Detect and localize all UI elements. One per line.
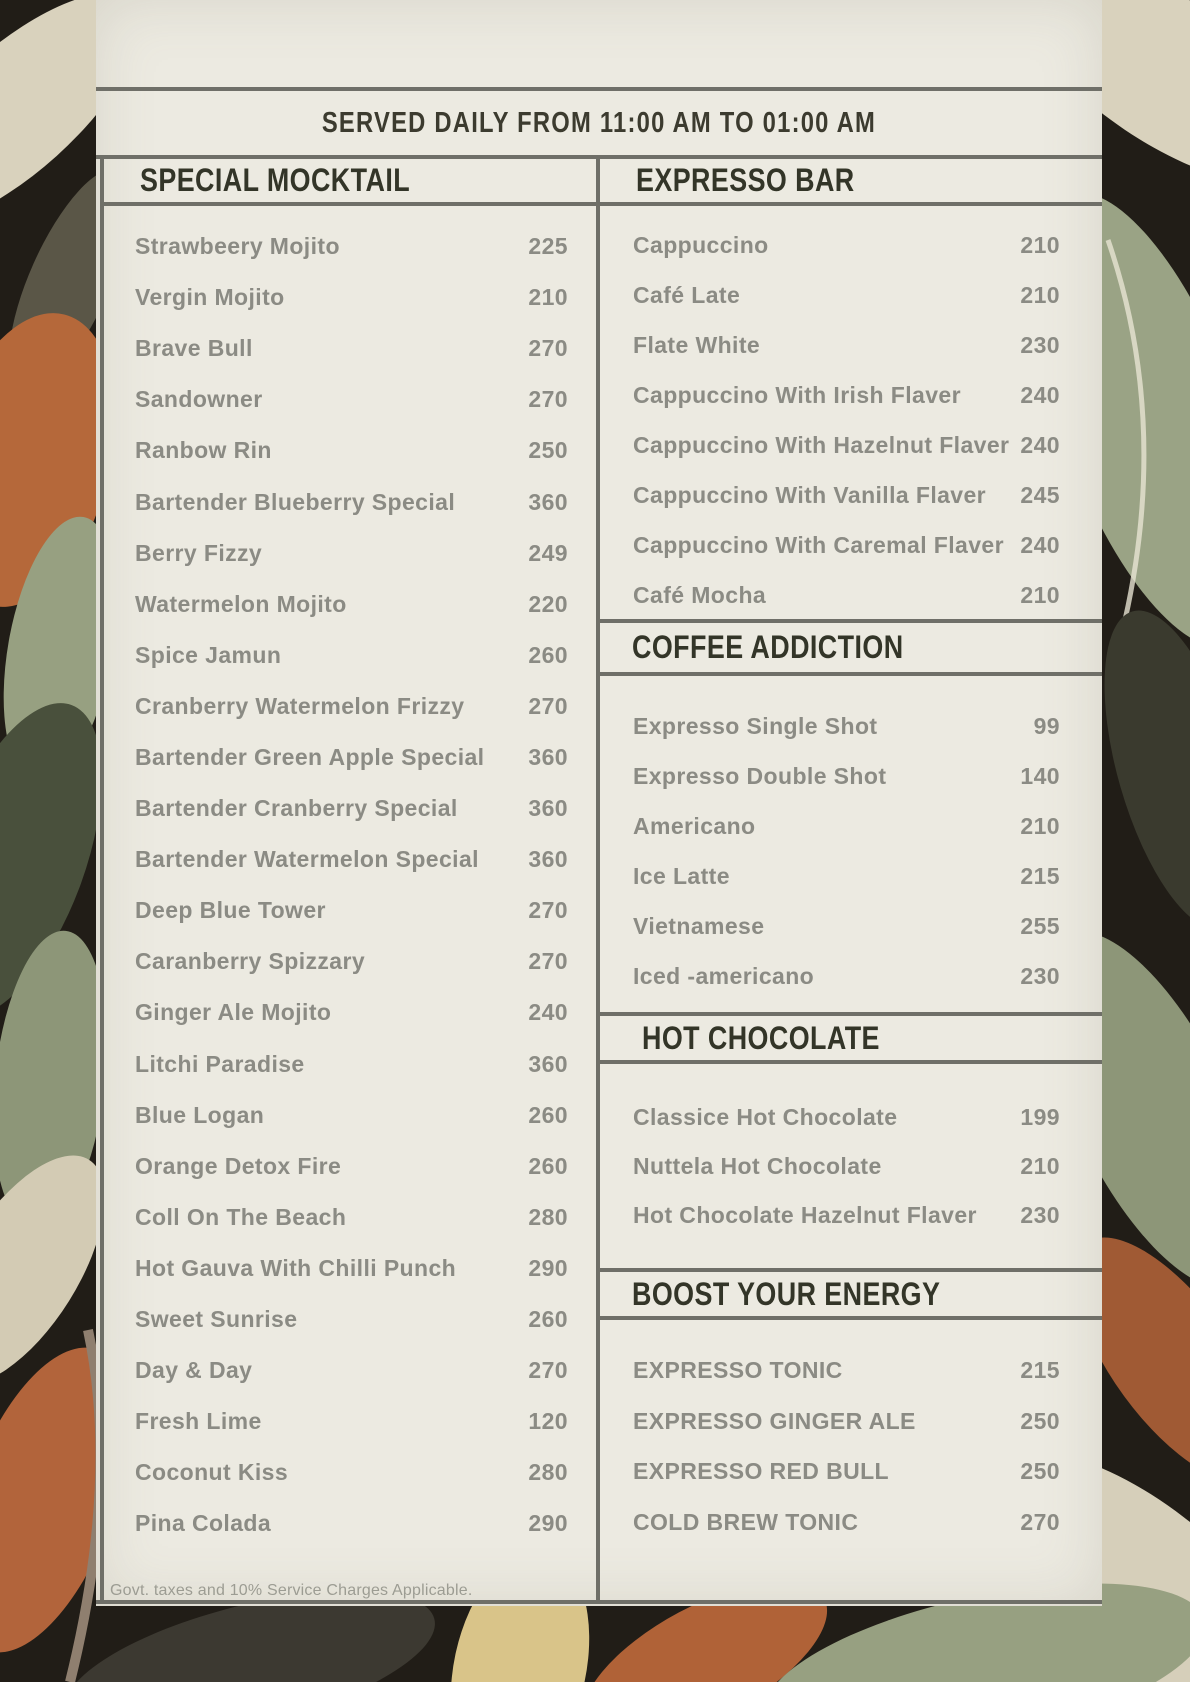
menu-item-row — [108, 272, 588, 323]
menu-item-price: 260 — [528, 1306, 568, 1333]
menu-item-price: 290 — [528, 1254, 568, 1281]
menu-item-price: 230 — [1020, 962, 1060, 989]
menu-item-price: 270 — [528, 692, 568, 719]
menu-item-price: 220 — [528, 590, 568, 617]
menu-item-name: Ginger Ale Mojito — [135, 999, 332, 1026]
menu-item-row — [108, 1447, 588, 1498]
menu-item-price: 249 — [528, 539, 568, 566]
menu-item-price: 360 — [528, 846, 568, 873]
menu-item-price: 230 — [1020, 331, 1060, 358]
horizontal-rule-header-bottom — [100, 202, 1102, 206]
hot-chocolate-item-list — [616, 1093, 1098, 1240]
menu-item-row — [108, 221, 588, 272]
menu-item-name: Sandowner — [135, 386, 263, 413]
menu-item-name: EXPRESSO RED BULL — [633, 1458, 890, 1485]
menu-item-row — [108, 732, 588, 783]
menu-item-row — [616, 370, 1098, 420]
menu-item-price: 240 — [528, 999, 568, 1026]
menu-item-price: 280 — [528, 1203, 568, 1230]
menu-item-row — [108, 936, 588, 987]
menu-item-price: 280 — [528, 1459, 568, 1486]
menu-item-row — [108, 1396, 588, 1447]
tax-note: Govt. taxes and 10% Service Charges Applicable. — [110, 1582, 473, 1599]
section-title-hot-chocolate: HOT CHOCOLATE — [642, 1019, 880, 1056]
menu-item-row — [108, 323, 588, 374]
menu-item-row — [108, 1090, 588, 1141]
section-title-expresso-bar: EXPRESSO BAR — [636, 162, 855, 198]
expresso-bar-item-list — [616, 220, 1098, 620]
menu-item-name: Classice Hot Chocolate — [633, 1104, 898, 1130]
menu-item-name: Bartender Cranberry Special — [135, 795, 458, 822]
menu-item-name: Hot Chocolate Hazelnut Flaver — [633, 1202, 977, 1228]
special-mocktail-item-list — [108, 221, 588, 1549]
left-column-border — [100, 155, 104, 1604]
menu-item-price: 270 — [528, 897, 568, 924]
menu-item-price: 360 — [528, 488, 568, 515]
menu-item-row — [616, 901, 1098, 951]
menu-item-price: 260 — [528, 1101, 568, 1128]
served-hours-band — [96, 91, 1102, 155]
menu-item-name: Pina Colada — [135, 1510, 272, 1537]
menu-item-price: 270 — [528, 335, 568, 362]
menu-item-name: Blue Logan — [135, 1101, 265, 1128]
menu-item-name: Expresso Single Shot — [633, 712, 878, 739]
menu-item-price: 360 — [528, 795, 568, 822]
menu-item-price: 120 — [528, 1408, 568, 1435]
menu-item-price: 250 — [1020, 1458, 1060, 1485]
menu-item-name: Bartender Watermelon Special — [135, 846, 479, 873]
menu-item-name: Flate White — [633, 331, 761, 358]
menu-item-name: Cappuccino With Caremal Flaver — [633, 531, 1004, 558]
section-title-special-mocktail: SPECIAL MOCKTAIL — [140, 162, 411, 198]
menu-item-row — [108, 1039, 588, 1090]
horizontal-rule-bottom — [96, 1600, 1102, 1604]
menu-item-row — [616, 1497, 1098, 1548]
menu-item-row — [616, 1396, 1098, 1447]
menu-item-row — [616, 1142, 1098, 1191]
menu-item-name: Expresso Double Shot — [633, 762, 887, 789]
menu-item-row — [108, 1345, 588, 1396]
menu-item-price: 360 — [528, 1050, 568, 1077]
menu-item-name: Bartender Green Apple Special — [135, 743, 485, 770]
menu-item-row — [108, 528, 588, 579]
menu-item-price: 210 — [1020, 231, 1060, 258]
menu-item-name: EXPRESSO TONIC — [633, 1356, 843, 1383]
menu-item-name: Cranberry Watermelon Frizzy — [135, 692, 465, 719]
menu-item-row — [108, 834, 588, 885]
menu-item-row — [616, 701, 1098, 751]
menu-item-price: 270 — [1020, 1508, 1060, 1535]
menu-item-row — [616, 320, 1098, 370]
menu-item-row — [616, 420, 1098, 470]
menu-item-name: Hot Gauva With Chilli Punch — [135, 1254, 457, 1281]
menu-item-name: Ranbow Rin — [135, 437, 272, 464]
menu-item-name: Bartender Blueberry Special — [135, 488, 456, 515]
menu-item-price: 210 — [1020, 812, 1060, 839]
menu-item-price: 270 — [528, 386, 568, 413]
menu-item-row — [616, 570, 1098, 620]
menu-item-price: 210 — [1020, 1153, 1060, 1179]
menu-item-name: Spice Jamun — [135, 641, 282, 668]
section-title-coffee-addiction: COFFEE ADDICTION — [632, 629, 904, 665]
menu-item-price: 245 — [1020, 481, 1060, 508]
menu-item-name: Strawbeery Mojito — [135, 233, 340, 260]
menu-item-price: 215 — [1020, 1356, 1060, 1383]
menu-item-price: 250 — [528, 437, 568, 464]
menu-item-price: 210 — [1020, 581, 1060, 608]
menu-item-price: 140 — [1020, 762, 1060, 789]
hot-chocolate-band-bottom — [600, 1060, 1102, 1064]
menu-item-row — [108, 1294, 588, 1345]
menu-item-row — [108, 1243, 588, 1294]
menu-item-row — [108, 1141, 588, 1192]
menu-item-name: Cappuccino With Vanilla Flaver — [633, 481, 987, 508]
coffee-addiction-band-bottom — [600, 672, 1102, 676]
menu-item-name: Coll On The Beach — [135, 1203, 347, 1230]
menu-item-price: 215 — [1020, 862, 1060, 889]
menu-item-price: 240 — [1020, 431, 1060, 458]
section-title-boost-your-energy: BOOST YOUR ENERGY — [632, 1275, 941, 1312]
menu-item-row — [108, 425, 588, 476]
menu-item-name: Coconut Kiss — [135, 1459, 289, 1486]
menu-item-name: Fresh Lime — [135, 1408, 262, 1435]
menu-item-row — [108, 1192, 588, 1243]
menu-item-price: 240 — [1020, 531, 1060, 558]
menu-item-row — [108, 374, 588, 425]
menu-item-name: Ice Latte — [633, 862, 730, 889]
menu-item-row — [108, 579, 588, 630]
menu-item-name: Sweet Sunrise — [135, 1306, 298, 1333]
menu-item-row — [616, 1446, 1098, 1497]
menu-item-name: EXPRESSO GINGER ALE — [633, 1407, 916, 1434]
menu-item-row — [108, 783, 588, 834]
menu-item-price: 255 — [1020, 912, 1060, 939]
menu-item-price: 230 — [1020, 1202, 1060, 1228]
menu-item-price: 260 — [528, 641, 568, 668]
menu-item-name: COLD BREW TONIC — [633, 1508, 859, 1535]
menu-item-name: Brave Bull — [135, 335, 253, 362]
menu-item-name: Deep Blue Tower — [135, 897, 326, 924]
menu-item-name: Cappuccino With Hazelnut Flaver — [633, 431, 1010, 458]
menu-item-name: Café Late — [633, 281, 741, 308]
menu-item-row — [108, 987, 588, 1038]
menu-item-price: 210 — [528, 284, 568, 311]
menu-item-name: Iced -americano — [633, 962, 815, 989]
menu-item-name: Berry Fizzy — [135, 539, 263, 566]
menu-item-row — [108, 1498, 588, 1549]
menu-item-price: 99 — [1033, 712, 1060, 739]
served-hours-text: SERVED DAILY FROM 11:00 AM TO 01:00 AM — [321, 106, 877, 139]
menu-item-price: 270 — [528, 1357, 568, 1384]
menu-item-name: Cappuccino — [633, 231, 769, 258]
menu-item-row — [616, 1345, 1098, 1396]
menu-item-row — [108, 630, 588, 681]
menu-paper — [96, 0, 1102, 1606]
menu-item-row — [616, 801, 1098, 851]
menu-item-row — [616, 851, 1098, 901]
menu-item-price: 210 — [1020, 281, 1060, 308]
menu-item-name: Orange Detox Fire — [135, 1152, 342, 1179]
menu-item-row — [108, 885, 588, 936]
menu-item-name: Cappuccino With Irish Flaver — [633, 381, 961, 408]
menu-item-name: Americano — [633, 812, 756, 839]
menu-item-row — [616, 520, 1098, 570]
menu-item-price: 225 — [528, 233, 568, 260]
menu-item-row — [616, 220, 1098, 270]
column-divider — [596, 155, 600, 1604]
coffee-addiction-item-list — [616, 701, 1098, 1001]
menu-item-price: 290 — [528, 1510, 568, 1537]
menu-item-row — [108, 681, 588, 732]
menu-item-name: Watermelon Mojito — [135, 590, 347, 617]
menu-item-name: Vergin Mojito — [135, 284, 285, 311]
menu-item-price: 240 — [1020, 381, 1060, 408]
menu-item-row — [616, 751, 1098, 801]
menu-item-row — [616, 470, 1098, 520]
boost-your-energy-item-list — [616, 1345, 1098, 1548]
menu-item-name: Vietnamese — [633, 912, 765, 939]
menu-item-price: 250 — [1020, 1407, 1060, 1434]
boost-your-energy-band-bottom — [600, 1316, 1102, 1320]
menu-item-row — [616, 1191, 1098, 1240]
menu-item-name: Day & Day — [135, 1357, 253, 1384]
menu-item-name: Litchi Paradise — [135, 1050, 305, 1077]
menu-item-row — [616, 270, 1098, 320]
menu-item-name: Caranberry Spizzary — [135, 948, 366, 975]
menu-item-row — [616, 951, 1098, 1001]
menu-item-row — [616, 1093, 1098, 1142]
menu-item-price: 260 — [528, 1152, 568, 1179]
menu-item-row — [108, 476, 588, 527]
menu-item-price: 270 — [528, 948, 568, 975]
menu-item-name: Café Mocha — [633, 581, 767, 608]
menu-item-price: 199 — [1020, 1104, 1060, 1130]
menu-item-name: Nuttela Hot Chocolate — [633, 1153, 882, 1179]
menu-item-price: 360 — [528, 743, 568, 770]
